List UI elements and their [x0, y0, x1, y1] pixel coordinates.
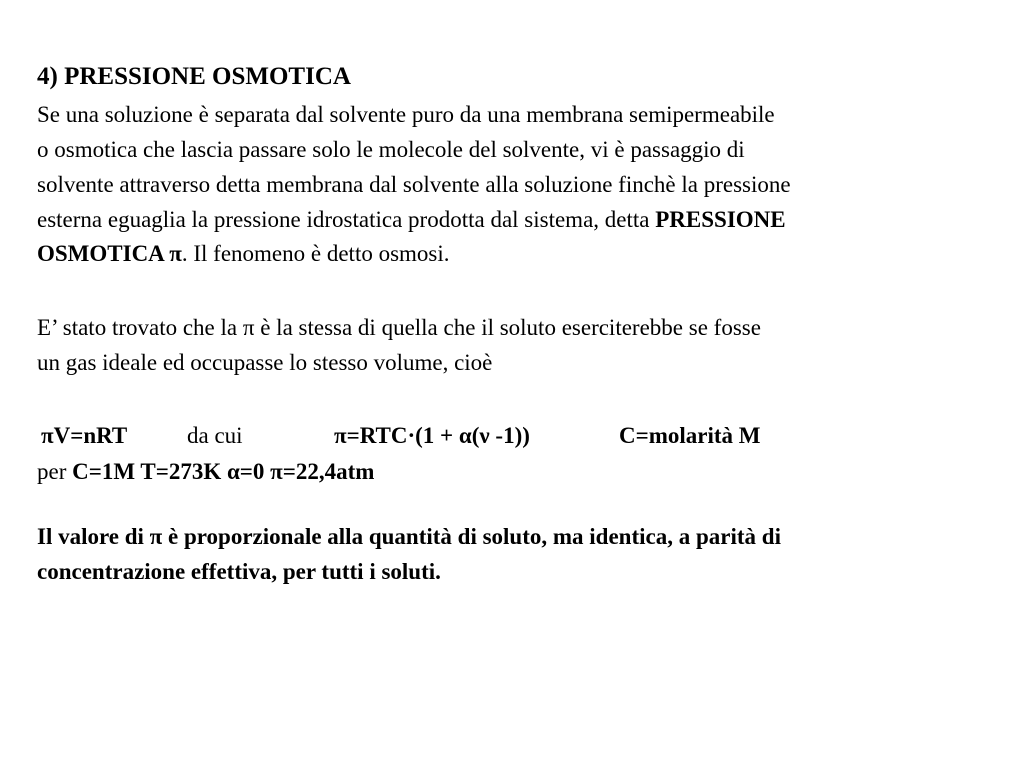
- para1-term-osmotica: OSMOTICA π: [37, 241, 182, 266]
- slide-title: 4) PRESSIONE OSMOTICA: [37, 63, 351, 90]
- equation-molarity: C=molarità M: [619, 423, 761, 448]
- equation-osmotic-formula: π=RTC·(1 + α(ν -1)): [334, 423, 530, 448]
- para1-line4-text: esterna eguaglia la pressione idrostatica prodotta dal sistema, detta: [37, 207, 656, 232]
- conditions-per: per: [37, 459, 73, 484]
- para1-term-pressione: PRESSIONE: [655, 207, 786, 232]
- para1-line3: solvente attraverso detta membrana dal solvente alla soluzione finchè la pressione: [37, 172, 791, 197]
- equation-da-cui: da cui: [187, 423, 243, 448]
- conditions-line: [37, 459, 374, 485]
- conclusion-line2: concentrazione effettiva, per tutti i soluti.: [37, 559, 441, 584]
- equation-pv-nrt: πV=nRT: [41, 423, 128, 448]
- para2-line1: E’ stato trovato che la π è la stessa di quella che il soluto eserciterebbe se fosse: [37, 315, 761, 340]
- para1-line2: o osmotica che lascia passare solo le molecole del solvente, vi è passaggio di: [37, 137, 745, 162]
- para2-line2: un gas ideale ed occupasse lo stesso volume, cioè: [37, 350, 493, 375]
- para1-line1: Se una soluzione è separata dal solvente puro da una membrana semipermeabile: [37, 102, 775, 127]
- para1-line5-text: . Il fenomeno è detto osmosi.: [181, 241, 450, 266]
- para1-line4: [37, 207, 786, 233]
- conditions-values: C=1M T=273K α=0 π=22,4atm: [72, 459, 375, 484]
- conclusion-line1: Il valore di π è proporzionale alla quantità di soluto, ma identica, a parità di: [37, 524, 781, 549]
- para1-line5: [37, 241, 450, 267]
